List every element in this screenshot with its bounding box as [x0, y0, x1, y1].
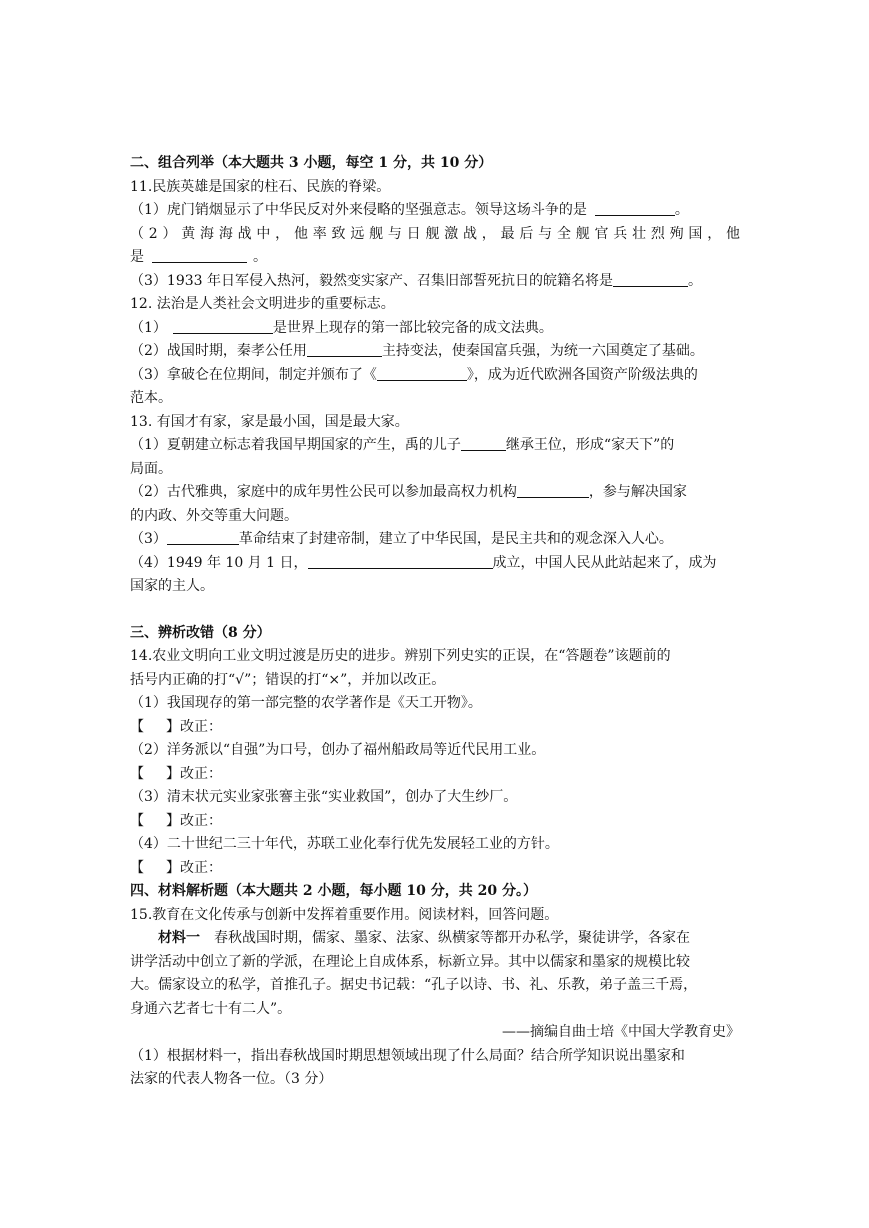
q11-part2-line1: （2）黄海海战中，他率致远舰与日舰激战，最后与全舰官兵壮烈殉国，他 [130, 225, 740, 242]
q13-part3-end: 革命结束了封建帝制，建立了中华民国，是民主共和的观念深入人心。 [238, 531, 673, 547]
q13-part1-text: （1）夏朝建立标志着我国早期国家的产生，禹的儿子 [130, 437, 461, 453]
q12-part2-end: 主持变法，使秦国富兵强，为统一六国奠定了基础。 [381, 343, 704, 359]
q14-stem-line2: 括号内正确的打“√”；错误的打“×”，并加以改正。 [130, 671, 446, 688]
q13-part4-cont: 国家的主人。 [130, 578, 214, 594]
q14-answer-3 [130, 810, 740, 834]
q13-part2 [130, 481, 740, 505]
q13-part4-text: （4）1949 年 10 月 1 日， [130, 554, 308, 571]
q14-answer-2 [130, 763, 740, 787]
q13-part1 [130, 434, 740, 458]
answer-blank[interactable] [613, 272, 688, 287]
q11-part3 [130, 270, 740, 294]
answer-blank[interactable] [167, 530, 239, 545]
q11-part2-line2 [130, 246, 740, 270]
q13-part3 [130, 528, 740, 552]
q13-stem: 13. 有国才有家，家是最小国，国是最大家。 [130, 413, 409, 430]
q14-item-1: （1）我国现存的第一部完整的农学著作是《天工开物》。 [130, 695, 482, 711]
q12-part3-cont: 范本。 [130, 390, 172, 406]
q11-part1 [130, 199, 740, 223]
q15-material-line4: 身通六艺者七十有二人”。 [130, 1000, 292, 1017]
q15-sub1-line2: 法家的代表人物各一位。（3 分） [130, 1071, 333, 1087]
exam-content [130, 152, 740, 1092]
q11-part2-text: 是 [130, 249, 144, 265]
q13-part2-end: ，参与解决国家 [588, 484, 687, 500]
bracket-open: 【 [130, 859, 144, 876]
q14-answer-1 [130, 716, 740, 740]
section-2-title: 二、组合列举（本大题共 3 小题，每空 1 分，共 10 分） [130, 155, 493, 171]
bracket-close-correction: 】改正： [166, 812, 222, 829]
q12-part3-text: （3）拿破仑在位期间，制定并颁布了《 [130, 366, 377, 383]
q15-sub1-line1: （1）根据材料一，指出春秋战国时期思想领域出现了什么局面？结合所学知识说出墨家和 [130, 1047, 685, 1064]
q12-part3-end: 》，成为近代欧洲各国资产阶级法典的 [466, 366, 698, 383]
q13-part3-text: （3） [130, 531, 167, 547]
bracket-close-correction: 】改正： [166, 765, 222, 782]
q13-part2-text: （2）古代雅典，家庭中的成年男性公民可以参加最高权力机构 [130, 484, 517, 500]
q12-stem: 12. 法治是人类社会文明进步的重要标志。 [130, 296, 395, 312]
q15-stem: 15.教育在文化传承与创新中发挥着重要作用。阅读材料，回答问题。 [130, 906, 559, 923]
q15-material-line2: 讲学活动中创立了新的学派，在理论上自成体系，标新立异。其中以儒家和墨家的规模比较 [130, 953, 690, 970]
q12-part3 [130, 364, 740, 388]
answer-blank[interactable] [377, 366, 467, 381]
q11-part3-text: （3）1933 年日军侵入热河，毅然变实家产、召集旧部誓死抗日的皖籍名将是 [130, 272, 613, 289]
q14-item-2: （2）洋务派以“自强”为口号，创办了福州船政局等近代民用工业。 [130, 742, 546, 758]
q14-item-4: （4）二十世纪二三十年代，苏联工业化奉行优先发展轻工业的方针。 [130, 836, 559, 852]
bracket-close-correction: 】改正： [166, 859, 222, 876]
material-label: 材料一 [158, 930, 200, 946]
bracket-open: 【 [130, 812, 144, 829]
q15-material-line1 [130, 927, 740, 951]
answer-blank[interactable] [461, 436, 506, 451]
answer-blank[interactable] [152, 248, 247, 263]
q13-part2-cont: 的内政、外交等重大问题。 [130, 507, 298, 524]
answer-blank[interactable] [307, 342, 382, 357]
q12-part1-text: （1） [130, 319, 167, 336]
q13-part1-cont: 局面。 [130, 460, 172, 477]
q12-part2-text: （2）战国时期，秦孝公任用 [130, 343, 307, 359]
bracket-open: 【 [130, 718, 144, 735]
q14-stem-line1: 14.农业文明向工业文明过渡是历史的进步。辨别下列史实的正误，在“答题卷”该题前的 [130, 648, 671, 664]
q14-answer-4 [130, 857, 740, 881]
q11-part1-text: （1）虎门销烟显示了中华民反对外来侵略的坚强意志。领导这场斗争的是 [130, 202, 587, 218]
q11-part2-end: 。 [253, 249, 267, 265]
q13-part4 [130, 552, 740, 576]
q11-stem: 11.民族英雄是国家的柱石、民族的脊梁。 [130, 178, 391, 195]
q12-part1-end: 是世界上现存的第一部比较完备的成文法典。 [272, 319, 553, 336]
answer-blank[interactable] [308, 554, 493, 569]
bracket-open: 【 [130, 765, 144, 782]
section-4-title: 四、材料解析题（本大题共 2 小题，每小题 10 分，共 20 分。） [130, 883, 537, 899]
material-text: 春秋战国时期，儒家、墨家、法家、纵横家等都开办私学，聚徒讲学，各家在 [214, 930, 690, 946]
q11-part3-end: 。 [688, 272, 702, 289]
answer-blank[interactable] [173, 319, 273, 334]
answer-blank[interactable] [595, 201, 675, 216]
section-gap [130, 599, 740, 622]
answer-blank[interactable] [517, 483, 589, 498]
section-3-title: 三、辨析改错（8 分） [130, 624, 271, 641]
q14-item-3: （3）清末状元实业家张謇主张“实业救国”，创办了大生纱厂。 [130, 789, 518, 805]
q12-part2 [130, 340, 740, 364]
q13-part1-end: 继承王位，形成“家天下”的 [505, 437, 675, 453]
bracket-close-correction: 】改正： [166, 718, 222, 735]
q15-material-line3: 大。儒家设立的私学，首推孔子。据史书记载：“孔子以诗、书、礼、乐教，弟子盖三千焉， [130, 977, 698, 993]
q12-part1 [130, 317, 740, 341]
material-source: ——摘编自曲士培《中国大学教育史》 [502, 1024, 740, 1040]
q13-part4-end: 成立，中国人民从此站起来了，成为 [492, 554, 717, 571]
q11-part1-end: 。 [674, 202, 689, 218]
